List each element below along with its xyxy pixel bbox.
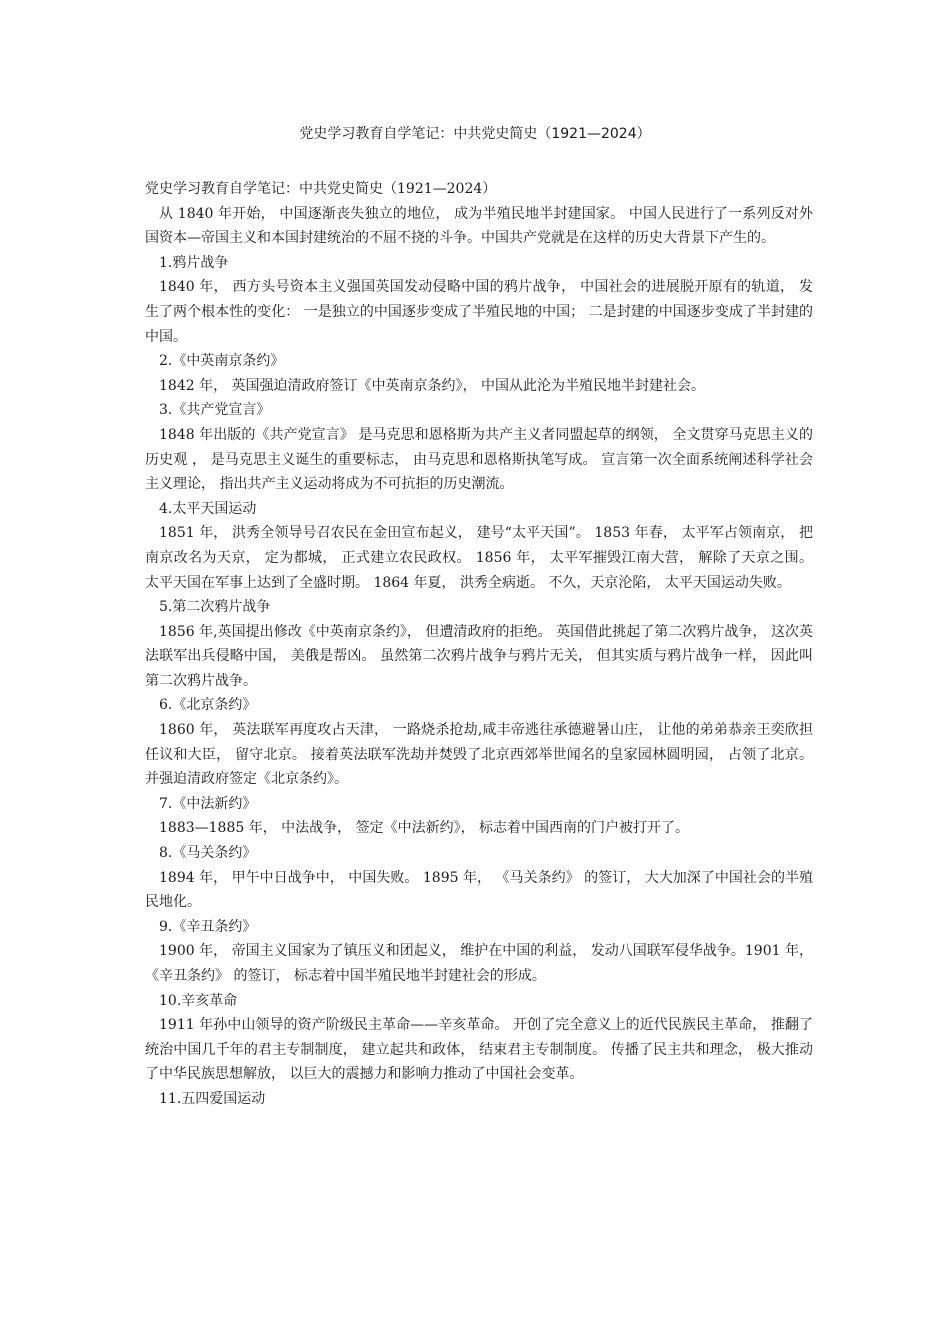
document-title: 党史学习教育自学笔记：中共党史简史（1921—2024） — [299, 126, 651, 142]
section-heading: 3.《共产党宣言》 — [159, 402, 271, 419]
section-heading: 1.鸦片战争 — [159, 254, 229, 271]
section-heading: 2.《中英南京条约》 — [159, 353, 285, 370]
document-body — [145, 177, 813, 1112]
section-paragraph: 1848 年出版的《共产党宣言》 是马克思和恩格斯为共产主义者同盟起草的纲领， 全文贯穿马克思主义的历史观 ， 是马克思主义诞生的重要标志， 由马克思和恩格斯执笔写成。 宣言第一次全面系统阐述科学社会主义理论， 指出共产主义运动将成为不可抗拒的历史潮流。 — [145, 426, 813, 493]
section-heading: 9.《辛丑条约》 — [159, 918, 257, 935]
section-paragraph: 1883—1885 年， 中法战争， 签定《中法新约》， 标志着中国西南的门户被打开了。 — [159, 820, 690, 837]
section-paragraph: 1894 年， 甲午中日战争中， 中国失败。 1895 年， 《马关条约》 的签订， 大大加深了中国社会的半殖民地化。 — [145, 869, 813, 911]
section-paragraph: 1842 年， 英国强迫清政府签订《中英南京条约》， 中国从此沦为半殖民地半封建社会。 — [159, 377, 705, 394]
document-subtitle: 党史学习教育自学笔记：中共党史简史（1921—2024） — [145, 181, 497, 197]
section-paragraph: 1840 年， 西方头号资本主义强国英国发动侵略中国的鸦片战争， 中国社会的进展脱开原有的轨道， 发生了两个根本性的变化： 一是独立的中国逐步变成了半殖民地的中国； 二是封建的中国逐步变成了半封建的中国。 — [145, 279, 813, 345]
section-paragraph: 1860 年， 英法联军再度攻占天津， 一路烧杀抢劫,咸丰帝逃往承德避暑山庄， 让他的弟弟恭亲王奕欣担任议和大臣， 留守北京。 接着英法联军洗劫并焚毁了北京西郊举世闻名的皇家园林圆明园， 占领了北京。 并强迫清政府签定《北京条约》。 — [145, 722, 813, 788]
section-heading: 11.五四爱国运动 — [159, 1090, 266, 1107]
section-heading: 6.《北京条约》 — [159, 697, 257, 714]
section-paragraph: 1900 年， 帝国主义国家为了镇压义和团起义， 维护在中国的利益， 发动八国联军侵华战争。1901 年， 《辛丑条约》 的签订， 标志着中国半殖民地半封建社会的形成。 — [145, 943, 813, 984]
section-heading: 5.第二次鸦片战争 — [159, 599, 271, 616]
section-heading: 7.《中法新约》 — [159, 795, 257, 812]
section-paragraph: 1911 年孙中山领导的资产阶级民主革命——辛亥革命。 开创了完全意义上的近代民族民主革命， 推翻了统治中国几千年的君主专制制度， 建立起共和政体， 结束君主专制制度。 传播了民主共和理念， 极大推动了中华民族思想解放， 以巨大的震撼力和影响力推动了中国社会变革。 — [145, 1017, 813, 1083]
section-paragraph: 1851 年， 洪秀全领导号召农民在金田宣布起义， 建号“太平天国”。 1853 年春， 太平军占领南京， 把南京改名为天京， 定为都城， 正式建立农民政权。 1856 年， 太平军摧毁江南大营， 解除了天京之围。 太平天国在军事上达到了全盛时期。 1864 年夏， 洪秀全病逝。 不久，天京沦陷， 太平天国运动失败。 — [145, 525, 813, 591]
section-heading: 10.辛亥革命 — [159, 992, 238, 1009]
section-paragraph: 1856 年,英国提出修改《中英南京条约》， 但遭清政府的拒绝。 英国借此挑起了第二次鸦片战争， 这次英法联军出兵侵略中国， 美俄是帮凶。 虽然第二次鸦片战争与鸦片无关， 但其实质与鸦片战争一样， 因此叫第二次鸦片战争。 — [145, 623, 813, 689]
section-heading: 4.太平天国运动 — [159, 500, 257, 517]
intro-paragraph: 从 1840 年开始， 中国逐渐丧失独立的地位， 成为半殖民地半封建国家。 中国人民进行了一系列反对外国资本—帝国主义和本国封建统治的不屈不挠的斗争。中国共产党就是在这样的历史大背景下产生的。 — [145, 205, 813, 247]
section-heading: 8.《马关条约》 — [159, 845, 257, 862]
